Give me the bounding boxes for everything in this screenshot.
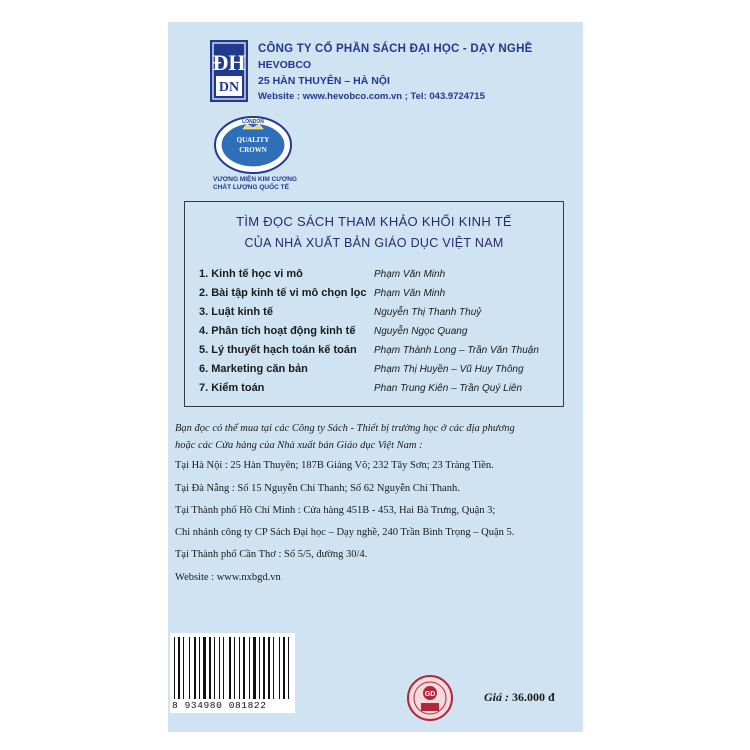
award-caption [213, 176, 313, 192]
list-item [199, 363, 559, 381]
barcode-bar [203, 637, 206, 699]
barcode-digits: 8 934980 081822 [172, 700, 267, 711]
address-intro-2: hoặc các Cửa hàng của Nhà xuất bản Giáo dục Việt Nam : [175, 440, 423, 451]
publisher-name: CÔNG TY CỔ PHẦN SÁCH ĐẠI HỌC - DẠY NGHỀ [258, 43, 533, 55]
address-intro-1: Bạn đọc có thể mua tại các Công ty Sách - Thiết bị trường học ở các địa phương [175, 423, 515, 434]
barcode-bar [253, 637, 256, 699]
book-title: 3. Luật kinh tế [199, 306, 273, 318]
book-author: Nguyễn Thị Thanh Thuỷ [374, 307, 482, 318]
book-author: Phạm Văn Minh [374, 269, 446, 280]
svg-text:ĐH: ĐH [212, 50, 246, 75]
award-caption-2: CHẤT LƯỢNG QUỐC TẾ [213, 184, 289, 191]
barcode-bar [288, 637, 289, 699]
barcode-bar [259, 637, 260, 699]
barcode-bar [178, 637, 180, 699]
barcode-bar [199, 637, 200, 699]
book-title: 6. Marketing căn bản [199, 363, 308, 375]
book-author: Phạm Văn Minh [374, 288, 446, 299]
barcode-bar [234, 637, 235, 699]
book-author: Nguyễn Ngọc Quang [374, 326, 468, 337]
barcode-bar [183, 637, 184, 699]
barcode-bar [209, 637, 211, 699]
publisher-info [258, 41, 532, 105]
list-item [199, 325, 559, 343]
badge-middle1: QUALITY [236, 136, 270, 144]
barcode-bar [268, 637, 270, 699]
barcode-bar [279, 637, 280, 699]
price [484, 690, 555, 705]
publisher-logo [210, 40, 248, 102]
list-item [199, 268, 559, 286]
barcode-bar [219, 637, 220, 699]
publisher-brand: HEVOBCO [258, 59, 312, 71]
barcode-bar [214, 637, 215, 699]
barcode-bar [174, 637, 175, 699]
barcode-bar [249, 637, 250, 699]
list-item [199, 382, 559, 400]
price-value: 36.000 đ [512, 690, 555, 704]
price-label: Giá : [484, 690, 509, 704]
barcode-bar [194, 637, 196, 699]
book-author: Phạm Thị Huyền – Vũ Huy Thông [374, 364, 524, 375]
booklist-title-2: CỦA NHÀ XUẤT BẢN GIÁO DỤC VIỆT NAM [244, 236, 504, 250]
barcode-bar [273, 637, 274, 699]
badge-middle2: CROWN [239, 146, 267, 154]
list-item [199, 306, 559, 324]
address-branch: Chi nhánh công ty CP Sách Đại học – Dạy nghề, 240 Trần Bình Trọng – Quận 5. [175, 527, 515, 538]
barcode-bars [170, 633, 295, 701]
barcode-bar [229, 637, 231, 699]
publisher-stamp-icon [406, 674, 454, 722]
barcode-bar [239, 637, 240, 699]
address-hanoi: Tại Hà Nội : 25 Hàn Thuyên; 187B Giảng Võ; 232 Tây Sơn; 23 Tràng Tiền. [175, 460, 494, 471]
quality-crown-badge [213, 115, 293, 175]
book-title: 5. Lý thuyết hạch toán kế toán [199, 344, 357, 356]
book-author: Phan Trung Kiên – Trần Quý Liên [374, 383, 523, 394]
list-item [199, 287, 559, 305]
award-caption-1: VƯƠNG MIỆN KIM CƯƠNG [213, 176, 297, 183]
address-cantho: Tại Thành phố Cần Thơ : Số 5/5, đường 30/4. [175, 549, 368, 560]
book-author: Phạm Thành Long – Trần Văn Thuận [374, 345, 539, 356]
barcode-bar [263, 637, 265, 699]
barcode-bar [223, 637, 224, 699]
address-website: Website : www.nxbgd.vn [175, 572, 281, 583]
address-danang: Tại Đà Nẵng : Số 15 Nguyễn Chí Thanh; Số 62 Nguyễn Chí Thanh. [175, 483, 460, 494]
svg-text:DN: DN [218, 80, 240, 95]
badge-top-text: LONDON [242, 119, 264, 125]
list-item [199, 344, 559, 362]
stamp-text: GD [424, 691, 436, 698]
booklist-box [184, 201, 564, 407]
book-title: 7. Kiểm toán [199, 382, 265, 394]
book-title: 4. Phân tích hoạt động kinh tế [199, 325, 356, 337]
publisher-address: 25 HÀN THUYÊN – HÀ NỘI [258, 75, 390, 87]
publisher-website: Website : www.hevobco.com.vn ; Tel: 043.9724715 [258, 91, 485, 102]
book-title: 2. Bài tập kinh tế vi mô chọn lọc [199, 287, 367, 299]
barcode-bar [189, 637, 190, 699]
barcode-bar [243, 637, 245, 699]
booklist-title-1: TÌM ĐỌC SÁCH THAM KHẢO KHỐI KINH TẾ [236, 214, 512, 229]
address-hcm: Tại Thành phố Hồ Chí Minh : Cửa hàng 451B - 453, Hai Bà Trưng, Quận 3; [175, 505, 496, 516]
barcode-bar [283, 637, 285, 699]
book-title: 1. Kinh tế học vi mô [199, 268, 303, 280]
